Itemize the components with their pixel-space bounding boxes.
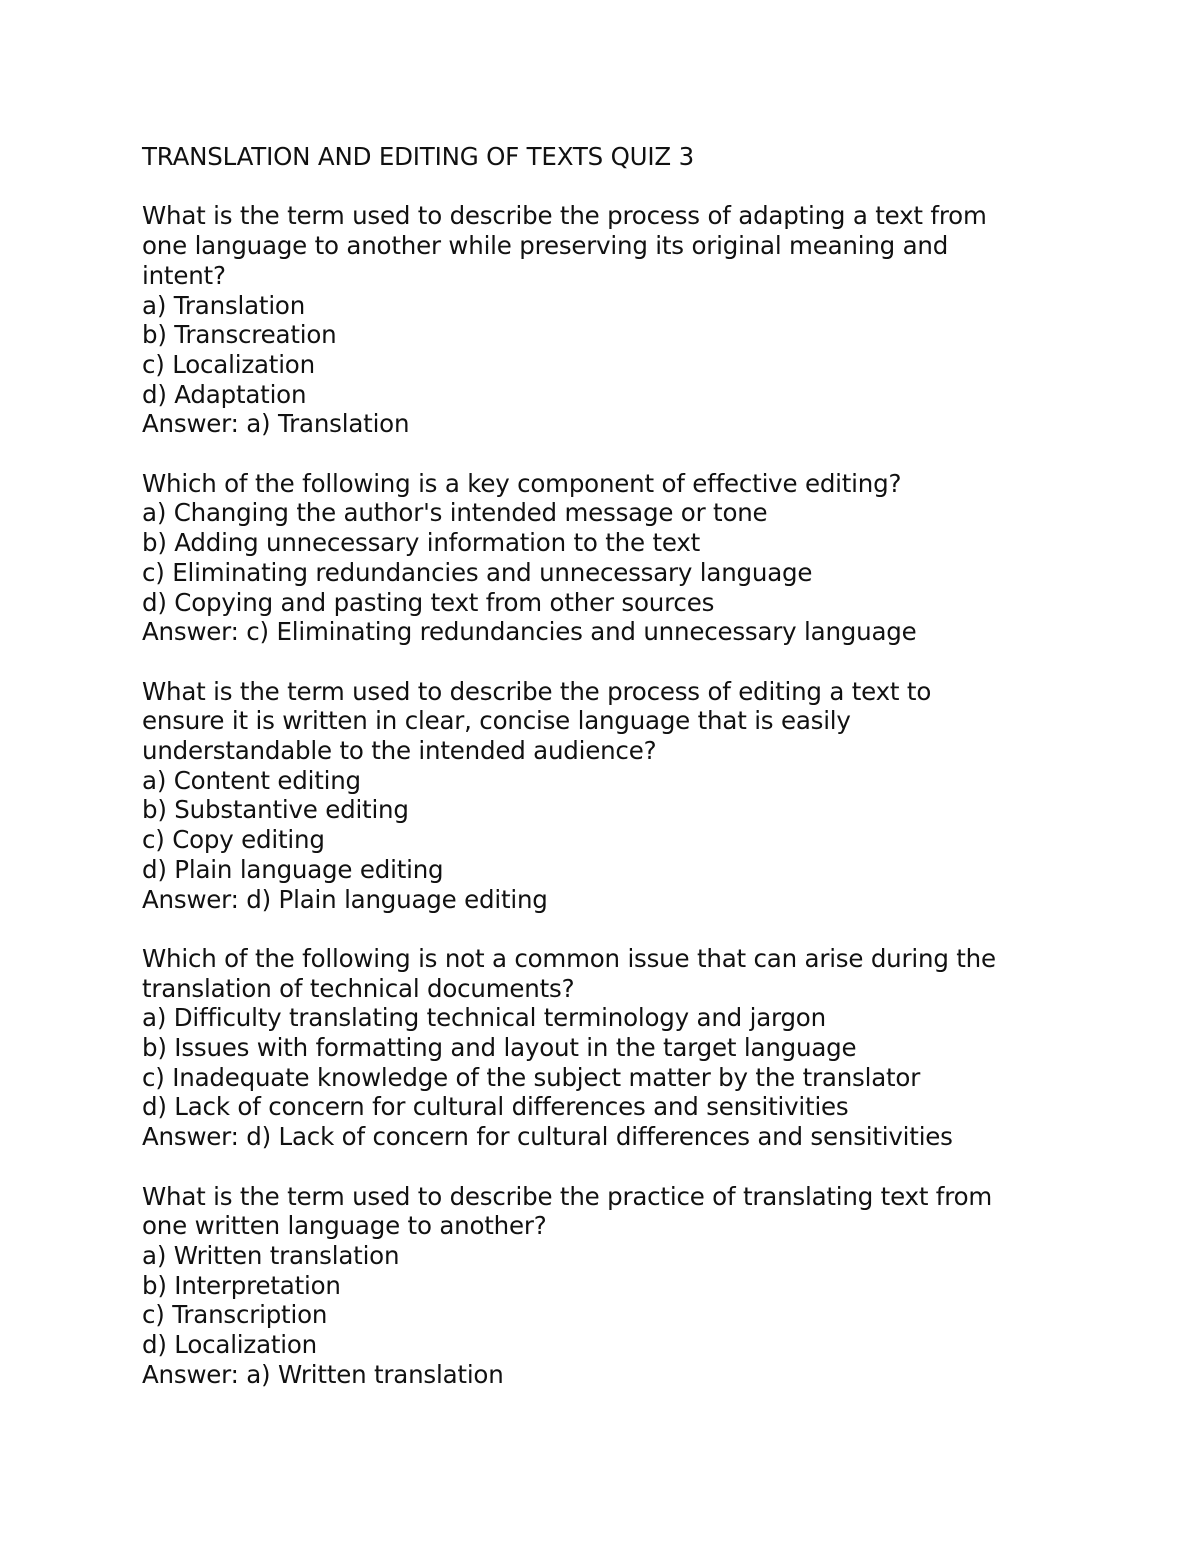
answer-option: a) Translation [142,290,306,320]
question-block-1 [142,201,1072,439]
question-text-line: ensure it is written in clear, concise language that is easily [142,706,851,736]
question-block-3 [142,677,1072,915]
correct-answer: Answer: d) Plain language editing [142,884,548,914]
answer-option: c) Transcription [142,1300,328,1330]
question-text-line: translation of technical documents? [142,973,575,1003]
correct-answer: Answer: d) Lack of concern for cultural differences and sensitivities [142,1122,953,1152]
question-text-line: intent? [142,260,226,290]
answer-option: b) Issues with formatting and layout in the target language [142,1033,857,1063]
answer-option: c) Copy editing [142,825,325,855]
answer-option: b) Transcreation [142,320,337,350]
answer-option: b) Substantive editing [142,795,409,825]
question-text-line: Which of the following is not a common issue that can arise during the [142,943,996,973]
question-text-line: What is the term used to describe the process of editing a text to [142,676,932,706]
question-text-line: one written language to another? [142,1211,547,1241]
correct-answer: Answer: c) Eliminating redundancies and unnecessary language [142,617,917,647]
answer-option: a) Content editing [142,765,361,795]
answer-option: d) Localization [142,1330,318,1360]
page-title: TRANSLATION AND EDITING OF TEXTS QUIZ 3 [142,142,694,171]
answer-option: c) Localization [142,349,315,379]
correct-answer: Answer: a) Translation [142,409,410,439]
spacer [142,1152,1072,1182]
question-text-line: one language to another while preserving its original meaning and [142,231,949,261]
answer-option: b) Adding unnecessary information to the text [142,528,701,558]
spacer [142,172,1072,202]
question-block-5 [142,1182,1072,1390]
question-text-line: Which of the following is a key component of effective editing? [142,468,902,498]
answer-option: c) Inadequate knowledge of the subject matter by the translator [142,1062,921,1092]
question-text-line: understandable to the intended audience? [142,736,657,766]
question-text-line: What is the term used to describe the practice of translating text from [142,1181,993,1211]
answer-option: d) Plain language editing [142,854,444,884]
document-body [142,142,1072,1389]
answer-option: d) Copying and pasting text from other sources [142,587,715,617]
answer-option: b) Interpretation [142,1270,341,1300]
answer-option: d) Adaptation [142,379,307,409]
question-block-4 [142,944,1072,1152]
spacer [142,647,1072,677]
answer-option: d) Lack of concern for cultural differences and sensitivities [142,1092,849,1122]
question-text-line: What is the term used to describe the process of adapting a text from [142,201,987,231]
question-block-2 [142,469,1072,647]
answer-option: a) Written translation [142,1240,400,1270]
spacer [142,439,1072,469]
answer-option: a) Changing the author's intended message or tone [142,498,768,528]
answer-option: a) Difficulty translating technical terminology and jargon [142,1003,826,1033]
correct-answer: Answer: a) Written translation [142,1359,504,1389]
spacer [142,914,1072,944]
answer-option: c) Eliminating redundancies and unnecessary language [142,557,813,587]
